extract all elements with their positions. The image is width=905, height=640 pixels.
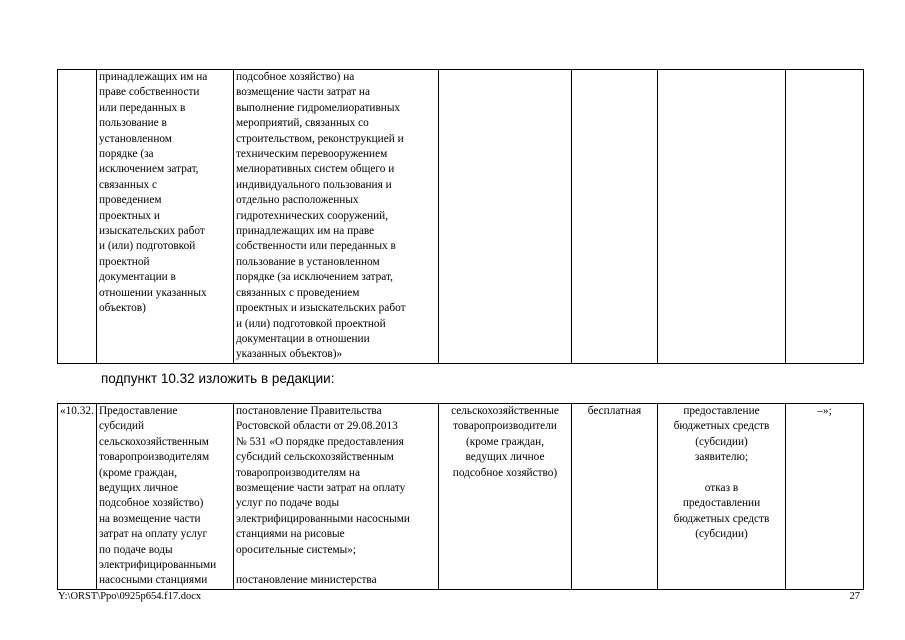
cell-number (58, 70, 97, 364)
cell-text-line: изыскательских работ (99, 225, 205, 238)
table-row (58, 404, 864, 590)
cell-note (786, 70, 864, 364)
cell-text-line: индивидуального пользования и (236, 178, 392, 191)
cell-text-line: указанных объектов)» (236, 348, 343, 361)
cell-text-line: по подаче воды (99, 543, 173, 556)
cell-result (658, 70, 786, 364)
cell-text-line: принадлежащих им на (99, 71, 208, 83)
cell-text-line: связанных с (99, 178, 158, 191)
cell-text-line (660, 466, 783, 481)
cell-text-line: порядке (за исключением затрат, (236, 271, 393, 284)
cell-text-line: порядке (за (99, 148, 154, 161)
cell-text-line: сельскохозяйственные (451, 405, 559, 417)
cell-number (58, 404, 97, 590)
cell-text-line: –»; (817, 405, 832, 417)
cell-text-line: техническим перевооружением (236, 148, 388, 161)
cell-text-line: выполнение гидромелиоративных (236, 101, 401, 114)
cell-text-line: документации в отношении (236, 332, 370, 345)
cell-text-line: возмещение части затрат на (236, 86, 370, 99)
cell-text-line: оросительные системы»; (236, 543, 357, 556)
cell-text-line: объектов) (99, 302, 146, 315)
cell-text-line: отношении указанных (99, 286, 207, 299)
cell-text-line: строительством, реконструкцией и (236, 132, 404, 145)
cell-text-line: или переданных в (99, 101, 186, 114)
cell-text-line: ведущих личное (465, 451, 545, 464)
cell-text-line: ведущих личное (99, 482, 178, 495)
cell-text-line: пользование в установленном (236, 255, 380, 268)
cell-payment (572, 70, 658, 364)
cell-text-line: услуг по подаче воды (236, 497, 340, 510)
cell-text-line: проведением (99, 194, 162, 207)
cell-service-name (97, 70, 234, 364)
cell-text-line: исключением затрат, (99, 163, 199, 176)
cell-text-line: станциями на рисовые (236, 528, 345, 541)
cell-text-line: бесплатная (587, 405, 642, 417)
cell-text-line: проектных и изыскательских работ (236, 302, 406, 315)
cell-text-line: электрифицированными (99, 559, 217, 572)
cell-text-line: и (или) подготовкой (99, 240, 196, 253)
cell-text-line: на возмещение части (99, 512, 201, 525)
cell-result (658, 404, 786, 590)
cell-text-line: отказ в (704, 482, 739, 495)
cell-text-line: Предоставление (99, 405, 178, 417)
cell-service-name (97, 404, 234, 590)
cell-text-line: подсобное хозяйство) на (236, 71, 355, 83)
cell-payment (572, 404, 658, 590)
cell-text-line: принадлежащих им на праве (236, 225, 375, 238)
cell-text-line: электрифицированными насосными (236, 512, 410, 525)
cell-text-line: возмещение части затрат на оплату (236, 482, 406, 495)
cell-text-line: подсобное хозяйство) (99, 497, 204, 510)
cell-text-line: собственности или переданных в (236, 240, 396, 253)
cell-text-line: предоставление (683, 405, 760, 417)
cell-text-line: бюджетных средств (673, 512, 770, 525)
page-number: 27 (849, 591, 860, 602)
footer-file-path: Y:\ORST\Ppo\0925p654.f17.docx (58, 591, 202, 602)
amendment-instruction: подпункт 10.32 изложить в редакции: (101, 371, 335, 386)
table-row (58, 70, 864, 364)
cell-text-line: праве собственности (99, 86, 200, 99)
cell-text-line: заявителю; (694, 451, 749, 464)
cell-text-line: и (или) подготовкой проектной (236, 317, 386, 330)
cell-text-line (236, 558, 436, 573)
table-top (57, 69, 864, 364)
cell-text-line: гидротехнических сооружений, (236, 209, 389, 222)
cell-text-line: постановление Правительства (236, 405, 382, 417)
cell-note (786, 404, 864, 590)
cell-legal-basis (234, 70, 439, 364)
cell-text-line: проектных и (99, 209, 160, 222)
cell-text-line: затрат на оплату услуг (99, 528, 208, 541)
cell-legal-basis (234, 404, 439, 590)
cell-text-line: субсидий сельскохозяйственным (236, 451, 394, 464)
cell-text-line: товаропроизводителям (99, 451, 210, 464)
cell-text-line: постановление министерства (236, 574, 377, 587)
cell-text-line: (кроме граждан, (465, 435, 545, 448)
cell-text-line: отдельно расположенных (236, 194, 359, 207)
cell-text-line: субсидий (99, 420, 145, 433)
cell-text-line: документации в (99, 271, 176, 284)
cell-text-line: (кроме граждан, (99, 466, 178, 479)
cell-text-line: проектной (99, 255, 150, 268)
cell-text-line: подсобное хозяйство) (452, 466, 558, 479)
cell-text-line: (субсидии) (695, 528, 748, 541)
cell-text-line: связанных с проведением (236, 286, 360, 299)
cell-text-line: Ростовской области от 29.08.2013 (236, 420, 398, 433)
cell-text-line: сельскохозяйственным (99, 435, 209, 448)
cell-applicants (439, 404, 572, 590)
cell-text-line: товаропроизводителям на (236, 466, 360, 479)
cell-text-line: насосными станциями (99, 574, 208, 587)
cell-text-line: мелиоративных систем общего и (236, 163, 395, 176)
cell-text-line: установленном (99, 132, 172, 145)
cell-applicants (439, 70, 572, 364)
cell-text-line: предоставлении (682, 497, 761, 510)
cell-text-line: бюджетных средств (673, 420, 770, 433)
cell-text-line: товаропроизводители (453, 420, 557, 433)
table-bottom (57, 403, 864, 590)
cell-text-line: «10.32. (60, 405, 94, 417)
cell-text-line: мероприятий, связанных со (236, 117, 369, 130)
cell-text-line: № 531 «О порядке предоставления (236, 435, 404, 448)
cell-text-line: пользование в (99, 117, 167, 130)
cell-text-line: (субсидии) (695, 435, 748, 448)
